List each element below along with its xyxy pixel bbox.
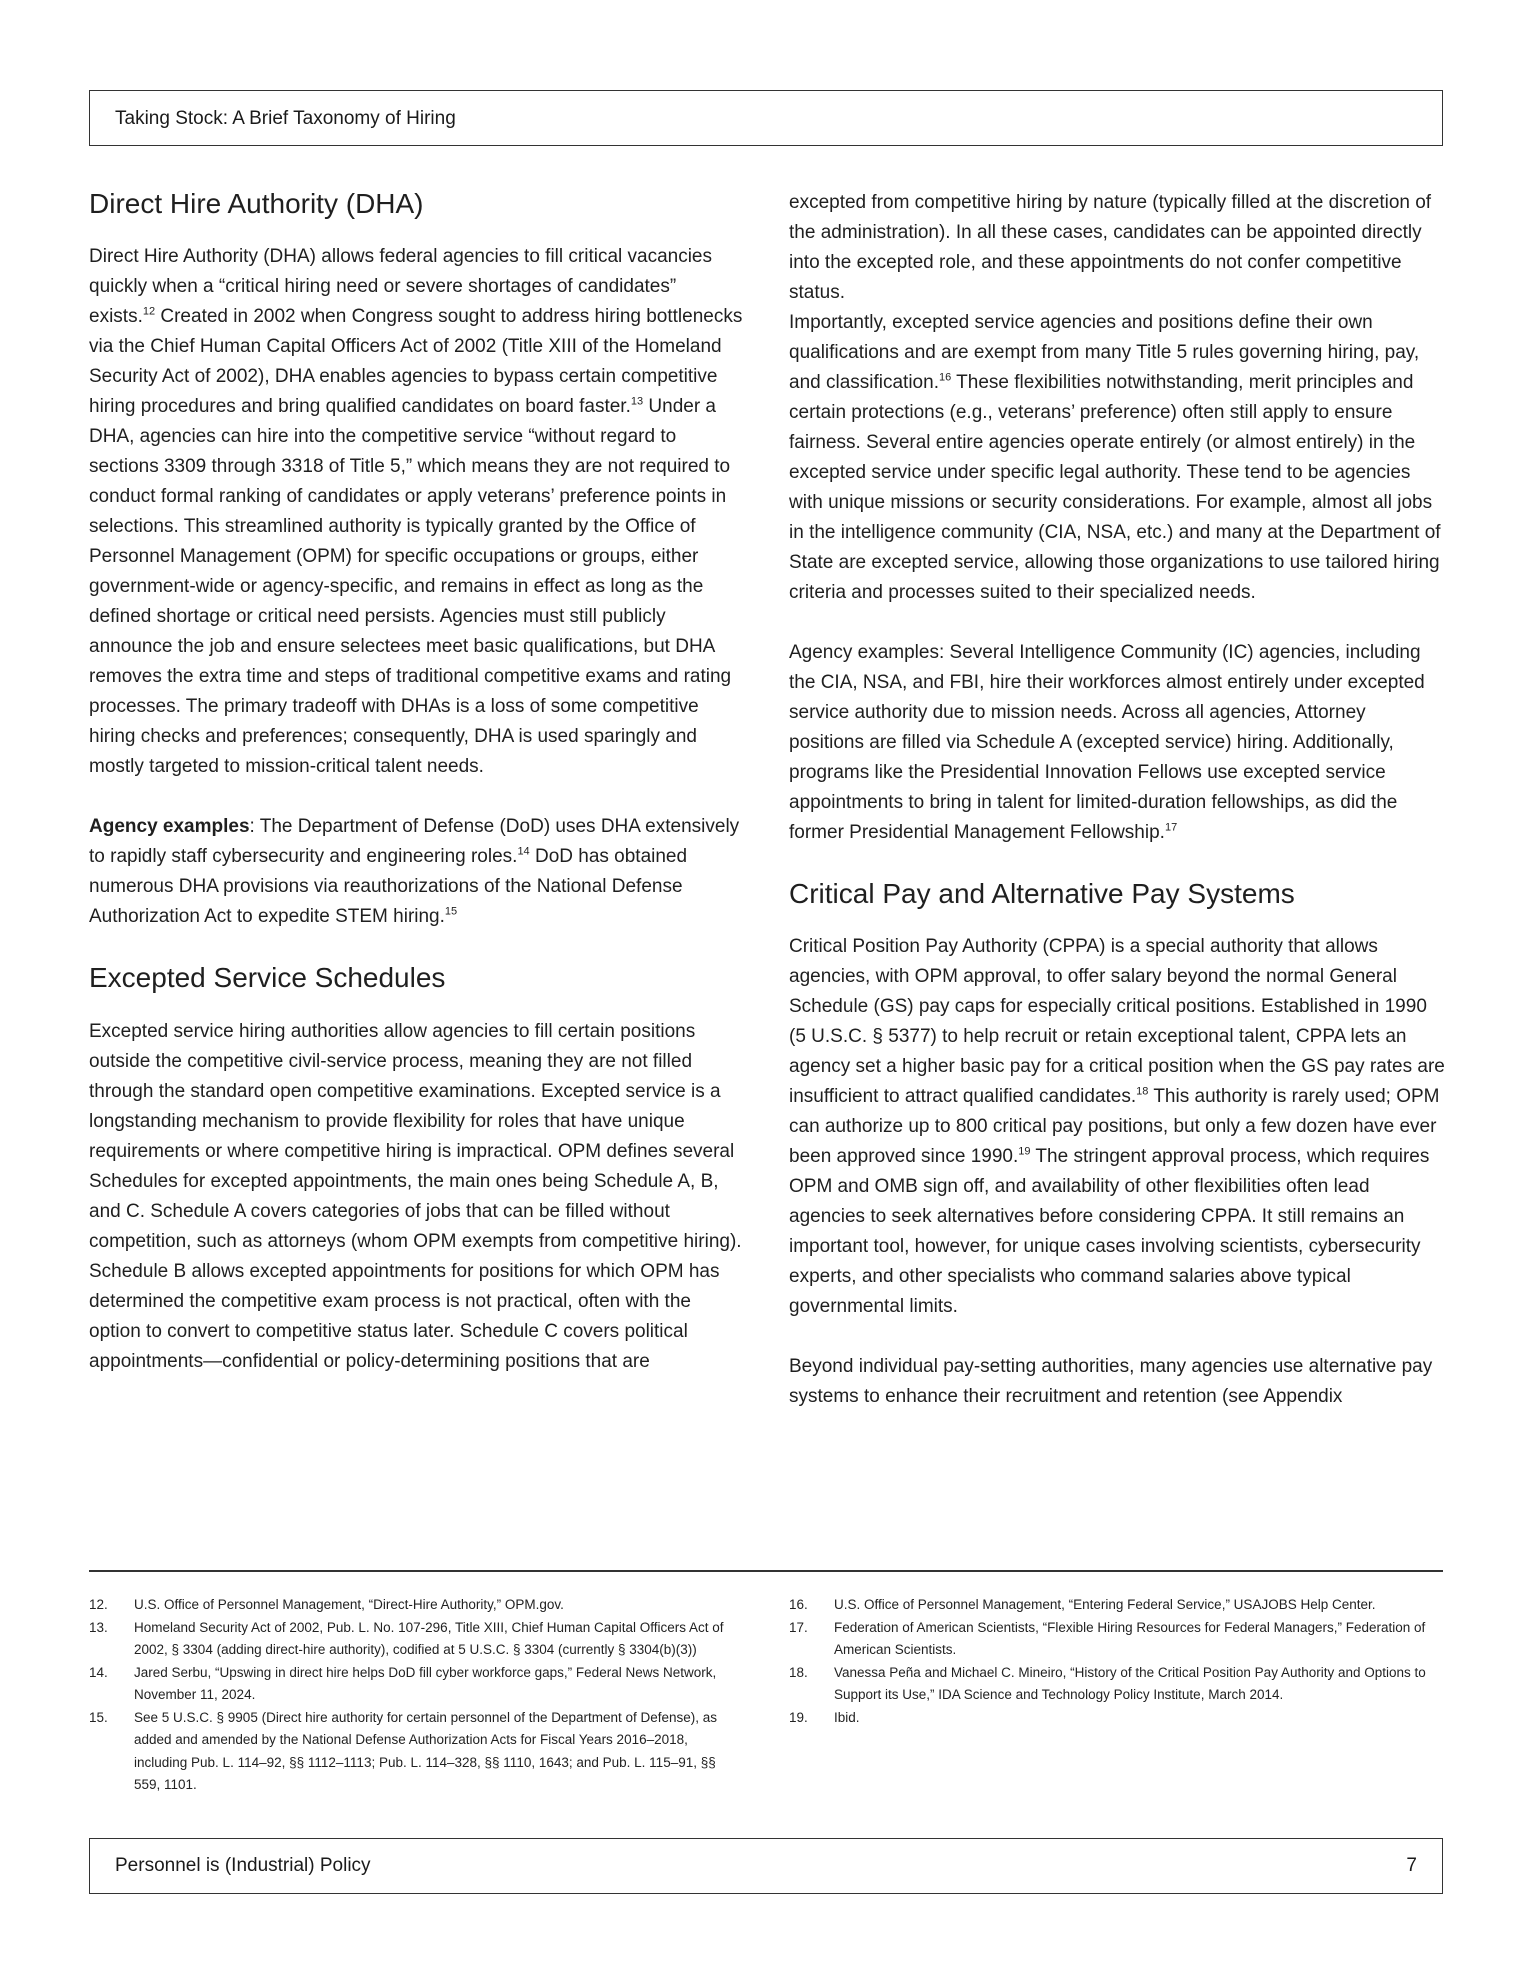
text-run: Critical Position Pay Authority (CPPA) is a special authority that allows agencies, with OPM approval, to offer salary beyond the normal General Schedule (GS) pay caps for especially critical positions. Established in 1990 (5 U.S.C. § 5377) to help recruit or retain exceptional talent, CPPA lets an agency set a higher basic pay for a critical position when the GS pay rates are insufficient to attract qualified candidates. <box>789 936 1445 1108</box>
excepted-agency-examples <box>789 638 1445 848</box>
footnote-ref[interactable]: 16 <box>938 371 952 384</box>
right-column <box>789 188 1445 1412</box>
footnote-ref[interactable]: 19 <box>1018 1146 1031 1159</box>
section-heading-dha: Direct Hire Authority (DHA) <box>89 188 424 219</box>
footnote-text: Vanessa Peña and Michael C. Mineiro, “History of the Critical Position Pay Authority and Options to Support its Use,” IDA Science and Technology Policy Institute, March 2014. <box>834 1664 1426 1702</box>
footnote-number: 15. <box>89 1709 108 1725</box>
text-run: These flexibilities notwithstanding, merit principles and certain protections (e.g., veterans’ preference) often still apply to ensure fairness. Several entire agencies operate entirely (or almost entirely) in the excepted service under specific legal authority. These tend to be agencies with unique missions or security considerations. For example, almost all jobs in the intelligence community (CIA, NSA, etc.) and many at the Department of State are excepted service, allowing those organizations to use tailored hiring criteria and processes suited to their specialized needs. <box>789 372 1441 603</box>
running-header <box>89 90 1443 146</box>
excepted-service-continued: excepted from competitive hiring by nature (typically filled at the discretion of the administration). In all these cases, candidates can be appointed directly into the excepted role, and these appointments do not confer competitive status. <box>789 192 1432 303</box>
footnote-ref[interactable]: 13 <box>630 396 644 409</box>
page-number: 7 <box>1406 1855 1417 1876</box>
agency-examples-label: Agency examples <box>89 816 250 838</box>
excepted-service-paragraph: Excepted service hiring authorities allow agencies to fill certain positions outside the competitive civil-service process, meaning they are not filled through the standard open competitive examinations. Excepted service is a longstanding mechanism to provide flexibility for roles that have unique requirements or where competitive hiring is impractical. OPM defines several Schedules for excepted appointments, the main ones being Schedule A, B, and C. Schedule A covers categories of jobs that can be filled without competition, such as attorneys (whom OPM exempts from competitive hiring). Schedule B allows excepted appointments for positions for which OPM has determined the competitive exam process is not practical, often with the option to convert to competitive status later. Schedule C covers political appointments—confidential or policy-determining positions that are <box>89 1020 742 1372</box>
footnote-item <box>789 1617 1445 1662</box>
footnote-number: 18. <box>789 1664 808 1680</box>
text-run: The stringent approval process, which requires OPM and OMB sign off, and availability of other flexibilities often lead agencies to seek alternatives before considering CPPA. It still remains an important tool, however, for unique cases involving scientists, cybersecurity experts, and other specialists who command salaries above typical governmental limits. <box>789 1146 1430 1318</box>
footnote-number: 16. <box>789 1597 808 1612</box>
footnote-number: 12. <box>89 1597 108 1612</box>
footnote-item <box>89 1594 743 1617</box>
section-heading-excepted-service: Excepted Service Schedules <box>89 962 446 994</box>
footnote-number: 14. <box>89 1664 108 1680</box>
footnotes-left <box>89 1594 743 1797</box>
text-run: DoD has obtained numerous DHA provisions via reauthorizations of the National Defense Authorization Act to expedite STEM hiring. <box>89 846 688 928</box>
footnote-divider <box>89 1570 1443 1572</box>
footnote-item <box>89 1617 743 1662</box>
footnote-number: 19. <box>789 1709 808 1725</box>
critical-pay-paragraph <box>789 932 1445 1322</box>
footnote-text: U.S. Office of Personnel Management, “Direct-Hire Authority,” OPM.gov. <box>134 1597 564 1612</box>
footnote-text: Federation of American Scientists, “Flexible Hiring Resources for Federal Managers,” Federation of American Scientists. <box>834 1619 1426 1657</box>
alternative-pay-paragraph: Beyond individual pay-setting authorities, many agencies use alternative pay systems to enhance their recruitment and retention (see Appendix <box>789 1356 1433 1408</box>
footnote-item <box>789 1594 1445 1617</box>
text-run: Agency examples: Several Intelligence Community (IC) agencies, including the CIA, NSA, and FBI, hire their workforces almost entirely under excepted service authority due to mission needs. Across all agencies, Attorney positions are filled via Schedule A (excepted service) hiring. Additionally, programs like the Presidential Innovation Fellows use excepted service appointments to bring in talent for limited-duration fellowships, as did the former Presidential Management Fellowship. <box>789 642 1425 843</box>
excepted-service-paragraph-2 <box>789 308 1445 608</box>
footer-title: Personnel is (Industrial) Policy <box>115 1855 371 1876</box>
dha-agency-examples <box>89 812 743 932</box>
footnote-item <box>789 1662 1445 1707</box>
footnote-text: Ibid. <box>834 1709 860 1725</box>
footnotes-right <box>789 1594 1445 1729</box>
footnote-ref[interactable]: 14 <box>517 846 530 859</box>
text-run: : The Department of Defense (DoD) uses DHA extensively to rapidly staff cybersecurity and engineering roles. <box>89 816 740 868</box>
text-run: Importantly, excepted service agencies and positions define their own qualifications and are exempt from many Title 5 rules governing hiring, pay, and classification. <box>789 312 1420 393</box>
footnote-text: See 5 U.S.C. § 9905 (Direct hire authority for certain personnel of the Department of Defense), as added and amended by the National Defense Authorization Acts for Fiscal Years 2016–2018, including Pub. L. 114–92, §§ 1112–1113; Pub. L. 114–328, §§ 1110, 1643; and Pub. L. 115–91, §§ 559, 1101. <box>134 1709 718 1792</box>
text-run: Under a DHA, agencies can hire into the competitive service “without regard to sections 3309 through 3318 of Title 5,” which means they are not required to conduct formal ranking of candidates or apply veterans’ preference points in selections. This streamlined authority is typically granted by the Office of Personnel Management (OPM) for specific occupations or groups, either government-wide or agency-specific, and remains in effect as long as the defined shortage or critical need persists. Agencies must still publicly announce the job and ensure selectees meet basic qualifications, but DHA removes the extra time and steps of traditional competitive exams and rating processes. The primary tradeoff with DHAs is a loss of some competitive hiring checks and preferences; consequently, DHA is used sparingly and mostly targeted to mission-critical talent needs. <box>89 396 732 778</box>
footnote-text: Homeland Security Act of 2002, Pub. L. No. 107-296, Title XIII, Chief Human Capital Officers Act of 2002, § 3304 (adding direct-hire authority), codified at 5 U.S.C. § 3304 (currently § 3304(b)(3)) <box>134 1619 724 1657</box>
footnote-text: U.S. Office of Personnel Management, “Entering Federal Service,” USAJOBS Help Center. <box>834 1597 1376 1612</box>
footnote-text: Jared Serbu, “Upswing in direct hire helps DoD fill cyber workforce gaps,” Federal News Network, November 11, 2024. <box>134 1664 717 1702</box>
footnote-ref[interactable]: 18 <box>1136 1086 1149 1099</box>
section-heading-critical-pay: Critical Pay and Alternative Pay Systems <box>789 878 1295 909</box>
footnote-ref[interactable]: 15 <box>444 906 458 919</box>
footnote-item <box>89 1707 743 1797</box>
footnote-number: 13. <box>89 1619 108 1635</box>
running-header-title: Taking Stock: A Brief Taxonomy of Hiring <box>115 108 456 129</box>
left-column <box>89 186 743 1377</box>
footnote-ref[interactable]: 17 <box>1164 821 1178 834</box>
text-run: Direct Hire Authority (DHA) allows federal agencies to fill critical vacancies quickly when a “critical hiring need or severe shortages of candidates” exists. <box>89 246 713 328</box>
dha-paragraph <box>89 242 743 782</box>
footnote-item <box>89 1662 743 1707</box>
footnote-item <box>789 1707 1445 1730</box>
text-run: This authority is rarely used; OPM can authorize up to 800 critical pay positions, but only a few dozen have ever been approved since 1990. <box>789 1086 1440 1168</box>
footnote-ref[interactable]: 12 <box>142 306 156 319</box>
text-run: Created in 2002 when Congress sought to address hiring bottlenecks via the Chief Human Capital Officers Act of 2002 (Title XIII of the Homeland Security Act of 2002), DHA enables agencies to bypass certain competitive hiring procedures and bring qualified candidates on board faster. <box>89 306 743 418</box>
running-footer <box>89 1838 1443 1894</box>
footnote-number: 17. <box>789 1619 808 1635</box>
